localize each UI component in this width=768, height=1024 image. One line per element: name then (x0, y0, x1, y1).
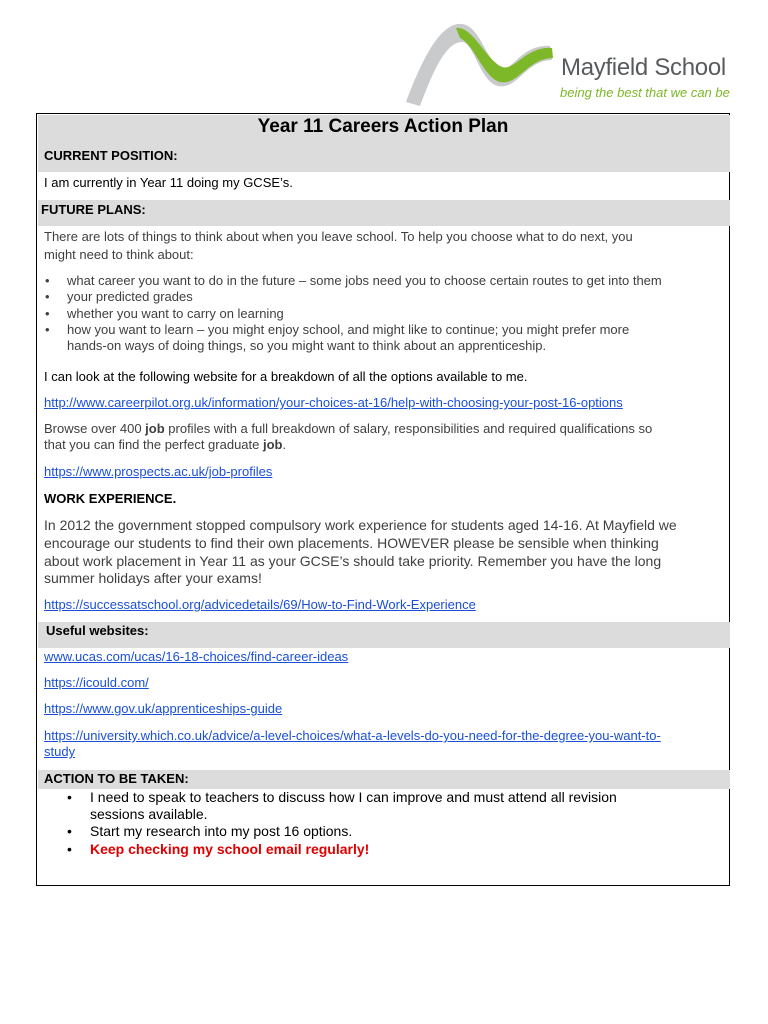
school-name: Mayfield School (561, 54, 726, 81)
browse-text-c: profiles with a full breakdown of salary, responsibilities and required qualifications so (164, 421, 653, 436)
future-plans-bullet-1: what career you want to do in the future – some jobs need you to choose certain routes to get into them (67, 273, 662, 288)
bullet-icon: • (45, 306, 50, 321)
current-position-heading: CURRENT POSITION: (44, 148, 178, 163)
work-experience-line-4: summer holidays after your exams! (44, 570, 262, 586)
careerpilot-link[interactable]: http://www.careerpilot.org.uk/information/your-choices-at-16/help-with-choosing-your-post-16-options (44, 395, 623, 410)
icould-link[interactable]: https://icould.com/ (44, 675, 149, 690)
action-item-1: I need to speak to teachers to discuss how I can improve and must attend all revision (90, 789, 617, 805)
browse-bold-job: job (262, 437, 283, 452)
future-plans-intro-1: There are lots of things to think about when you leave school. To help you choose what to do next, you (44, 229, 633, 244)
prospects-link[interactable]: https://www.prospects.ac.uk/job-profiles (44, 464, 273, 479)
bullet-icon: • (45, 322, 50, 337)
browse-text-a: Browse over 400 (44, 421, 146, 436)
website-note: I can look at the following website for a breakdown of all the options available to me. (44, 369, 528, 384)
bullet-icon: • (67, 789, 72, 805)
useful-websites-heading: Useful websites: (46, 623, 149, 638)
browse-text-d: that you can find the perfect graduate (44, 437, 263, 452)
successatschool-link[interactable]: https://successatschool.org/advicedetails/69/How-to-Find-Work-Experience (44, 597, 476, 612)
swoosh-logo-icon (400, 20, 560, 108)
future-plans-bullet-2: your predicted grades (67, 289, 193, 304)
action-item-1-cont: sessions available. (90, 806, 208, 822)
bullet-icon: • (45, 273, 50, 288)
school-tagline: being the best that we can be (560, 85, 730, 100)
school-logo (400, 20, 750, 108)
future-plans-bullet-4-cont: hands-on ways of doing things, so you might want to think about an apprenticeship. (67, 338, 547, 353)
future-plans-bullet-4: how you want to learn – you might enjoy school, and might like to continue; you might prefer more (67, 322, 630, 337)
future-plans-bullet-3: whether you want to carry on learning (67, 306, 284, 321)
future-plans-heading: FUTURE PLANS: (41, 202, 146, 217)
browse-bold-job: job (145, 421, 165, 436)
action-heading: ACTION TO BE TAKEN: (44, 771, 189, 786)
action-item-3: Keep checking my school email regularly! (90, 841, 370, 857)
current-position-text: I am currently in Year 11 doing my GCSE’s. (44, 175, 293, 190)
work-experience-heading: WORK EXPERIENCE. (44, 491, 177, 506)
gov-apprenticeships-link[interactable]: https://www.gov.uk/apprenticeships-guide (44, 701, 283, 716)
work-experience-line-3: about work placement in Year 11 as your GCSE’s should take priority. Remember you have the long (44, 553, 662, 569)
bullet-icon: • (67, 841, 72, 857)
future-plans-intro-2: might need to think about: (44, 247, 194, 262)
which-university-link[interactable]: https://university.which.co.uk/advice/a-level-choices/what-a-levels-do-you-need-for-the-degree-you-want-to- (44, 728, 661, 743)
bullet-icon: • (67, 823, 72, 839)
work-experience-line-1: In 2012 the government stopped compulsory work experience for students aged 14-16. At Mayfield we (44, 517, 677, 533)
browse-line-1 (44, 421, 652, 436)
browse-line-2 (44, 437, 286, 452)
action-item-2: Start my research into my post 16 options. (90, 823, 353, 839)
page-title: Year 11 Careers Action Plan (257, 116, 509, 137)
which-university-link-cont[interactable]: study (44, 744, 76, 759)
action-plan-document (36, 113, 730, 886)
ucas-link[interactable]: www.ucas.com/ucas/16-18-choices/find-career-ideas (44, 649, 349, 664)
bullet-icon: • (45, 289, 50, 304)
browse-text-f: . (282, 437, 287, 452)
work-experience-line-2: encourage our students to find their own placements. HOWEVER please be sensible when thinking (44, 535, 659, 551)
